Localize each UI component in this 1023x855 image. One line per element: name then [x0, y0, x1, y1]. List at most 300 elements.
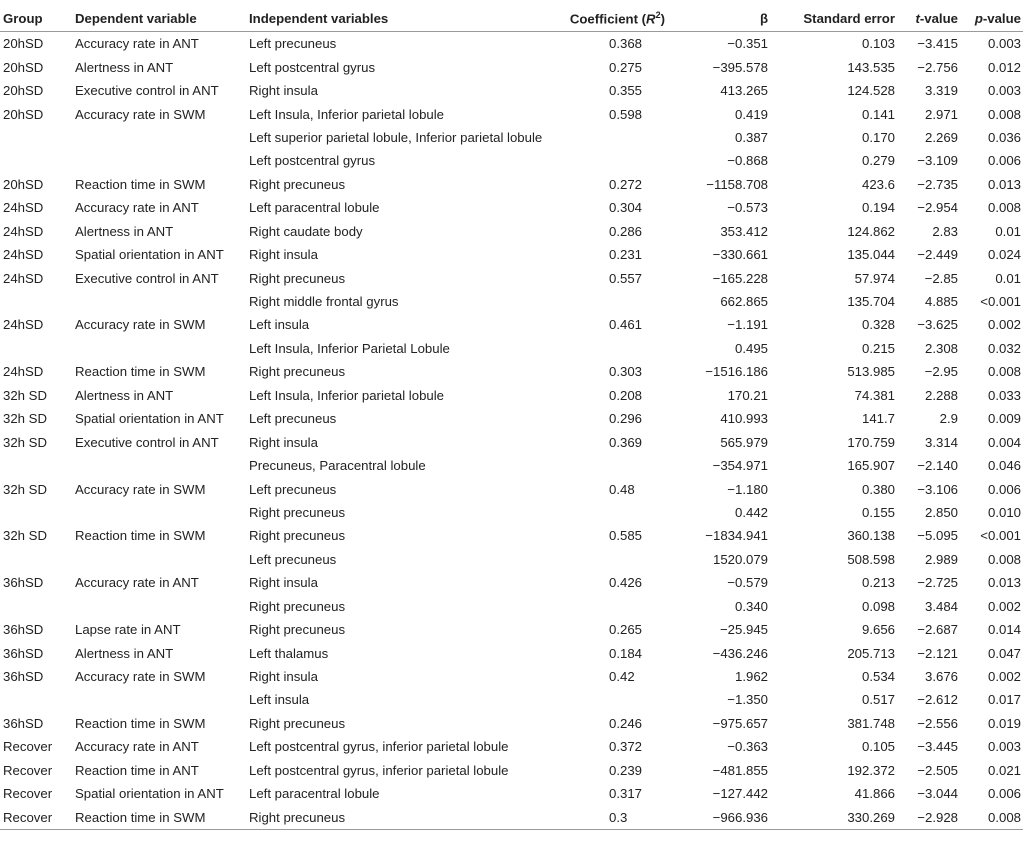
cell-beta: −436.246: [712, 645, 768, 661]
cell-coefficient: 0.3: [557, 805, 667, 829]
cell-standard-error: 0.279: [861, 153, 895, 169]
table-row: [0, 360, 1023, 383]
cell-coefficient: 0.304: [609, 200, 643, 216]
cell-t-value: −2.954: [917, 200, 958, 216]
cell-t-value: −2.735: [917, 176, 958, 192]
cell-group: 24hSD: [3, 200, 44, 216]
cell-standard-error: 0.098: [861, 598, 895, 614]
cell-dependent-variable: [75, 501, 249, 524]
cell-beta: −127.442: [712, 786, 768, 802]
cell-beta: 0.442: [734, 504, 768, 520]
cell-t-value: −2.85: [924, 270, 958, 286]
cell-p-value: <0.001: [980, 528, 1021, 544]
cell-p-value: 0.010: [987, 504, 1021, 520]
cell-dependent-variable: Alertness in ANT: [75, 645, 174, 661]
cell-p-value: 0.002: [987, 598, 1021, 614]
cell-coefficient: [557, 548, 667, 571]
cell-dependent-variable: Accuracy rate in SWM: [75, 317, 206, 333]
table-row: [0, 126, 1023, 149]
cell-dependent-variable: Lapse rate in ANT: [75, 622, 181, 638]
cell-beta: 1.962: [734, 669, 768, 685]
cell-p-value: 0.013: [987, 575, 1021, 591]
cell-p-value: <0.001: [980, 294, 1021, 310]
cell-p-value: 0.004: [987, 434, 1021, 450]
cell-coefficient: 0.246: [609, 715, 643, 731]
cell-coefficient: 0.42: [609, 669, 635, 685]
table-row: [0, 55, 1023, 78]
cell-group: 36hSD: [3, 645, 44, 661]
cell-independent-variables: Left paracentral lobule: [249, 786, 380, 802]
table-row: [0, 688, 1023, 711]
cell-independent-variables: Right precuneus: [249, 805, 557, 829]
cell-dependent-variable: Executive control in ANT: [75, 83, 219, 99]
cell-group: 20hSD: [3, 106, 44, 122]
cell-dependent-variable: Accuracy rate in ANT: [75, 739, 199, 755]
cell-p-value: 0.006: [987, 153, 1021, 169]
cell-beta: −481.855: [712, 762, 768, 778]
cell-dependent-variable: Spatial orientation in ANT: [75, 247, 224, 263]
cell-beta: 1520.079: [712, 551, 768, 567]
cell-p-value: 0.008: [987, 106, 1021, 122]
header-t-var: t: [915, 11, 920, 26]
cell-dependent-variable: Accuracy rate in ANT: [75, 200, 199, 216]
cell-standard-error: 0.380: [861, 481, 895, 497]
cell-standard-error: 508.598: [847, 551, 895, 567]
cell-p-value: 0.008: [987, 200, 1021, 216]
cell-group: 32h SD: [3, 411, 47, 427]
cell-group: [0, 501, 75, 524]
cell-p-value: 0.013: [987, 176, 1021, 192]
cell-t-value: 2.308: [924, 340, 958, 356]
cell-coefficient: 0.355: [609, 83, 643, 99]
table-row: [0, 149, 1023, 172]
header-t-suffix: -value: [919, 11, 958, 26]
cell-dependent-variable: Spatial orientation in ANT: [75, 411, 224, 427]
cell-coefficient: [557, 290, 667, 313]
cell-p-value: 0.006: [987, 786, 1021, 802]
table-row: [0, 759, 1023, 782]
cell-beta: 565.979: [720, 434, 768, 450]
cell-independent-variables: Right insula: [249, 247, 318, 263]
cell-p-value: 0.003: [987, 83, 1021, 99]
cell-dependent-variable: Alertness in ANT: [75, 223, 174, 239]
header-coefficient-prefix: Coefficient (: [569, 11, 647, 27]
cell-beta: 413.265: [720, 83, 768, 99]
cell-coefficient: [557, 595, 667, 618]
cell-dependent-variable: Accuracy rate in SWM: [75, 106, 206, 122]
cell-standard-error: 513.985: [847, 364, 895, 380]
table-row: [0, 384, 1023, 407]
cell-p-value: 0.002: [987, 669, 1021, 685]
cell-t-value: 2.971: [924, 106, 958, 122]
cell-dependent-variable: [75, 290, 249, 313]
table-row: [0, 735, 1023, 758]
cell-t-value: 2.288: [924, 387, 958, 403]
table-row: [0, 337, 1023, 360]
cell-group: [0, 454, 75, 477]
cell-independent-variables: Right precuneus: [249, 715, 346, 731]
cell-beta: −25.945: [719, 622, 768, 638]
cell-coefficient: 0.585: [609, 528, 643, 544]
header-coefficient: [557, 6, 667, 32]
cell-beta: −354.971: [712, 458, 768, 474]
cell-t-value: 4.885: [924, 294, 958, 310]
cell-standard-error: 141.7: [861, 411, 895, 427]
table-row: [0, 548, 1023, 571]
cell-beta: −1.191: [727, 317, 768, 333]
cell-p-value: 0.008: [958, 805, 1023, 829]
cell-independent-variables: Left postcentral gyrus, inferior parietal lobule: [249, 739, 509, 755]
cell-coefficient: 0.296: [609, 411, 643, 427]
cell-independent-variables: Left Insula, Inferior parietal lobule: [249, 106, 444, 122]
cell-beta: 353.412: [720, 223, 768, 239]
cell-standard-error: 0.155: [861, 504, 895, 520]
cell-coefficient: 0.275: [609, 59, 643, 75]
cell-standard-error: 170.759: [847, 434, 895, 450]
cell-group: 36hSD: [3, 622, 44, 638]
table-row: [0, 102, 1023, 125]
cell-standard-error: 9.656: [861, 622, 895, 638]
cell-coefficient: 0.231: [609, 247, 643, 263]
table-row: [0, 266, 1023, 289]
cell-group: 24hSD: [3, 270, 44, 286]
cell-group: Recover: [0, 805, 75, 829]
table-row: [0, 196, 1023, 219]
cell-beta: −330.661: [712, 247, 768, 263]
cell-dependent-variable: Reaction time in SWM: [75, 176, 206, 192]
cell-standard-error: 205.713: [847, 645, 895, 661]
cell-independent-variables: Left precuneus: [249, 411, 337, 427]
cell-p-value: 0.01: [995, 270, 1021, 286]
cell-t-value: −2.687: [917, 622, 958, 638]
cell-independent-variables: Right precuneus: [249, 270, 346, 286]
header-row: [0, 6, 1023, 32]
cell-group: 32h SD: [3, 481, 47, 497]
cell-beta: −0.363: [727, 739, 768, 755]
cell-standard-error: 0.194: [861, 200, 895, 216]
header-independent-variables: Independent variables: [249, 6, 557, 32]
cell-dependent-variable: Executive control in ANT: [75, 270, 219, 286]
cell-t-value: −2.95: [924, 364, 958, 380]
cell-beta: 0.340: [734, 598, 768, 614]
cell-group: 20hSD: [3, 59, 44, 75]
cell-independent-variables: Left precuneus: [249, 36, 337, 52]
cell-group: 20hSD: [3, 36, 44, 52]
cell-t-value: −2.556: [917, 715, 958, 731]
cell-group: [0, 290, 75, 313]
cell-t-value: 2.83: [932, 223, 958, 239]
cell-group: 24hSD: [3, 364, 44, 380]
cell-standard-error: 0.170: [861, 129, 895, 145]
cell-standard-error: 135.044: [847, 247, 895, 263]
cell-group: [0, 149, 75, 172]
table-row: [0, 641, 1023, 664]
cell-standard-error: 41.866: [854, 786, 895, 802]
table-row: [0, 243, 1023, 266]
table-row: [0, 290, 1023, 313]
cell-t-value: −2.140: [917, 458, 958, 474]
cell-standard-error: 192.372: [847, 762, 895, 778]
cell-dependent-variable: [75, 337, 249, 360]
cell-coefficient: 0.598: [609, 106, 643, 122]
cell-independent-variables: Right precuneus: [249, 598, 346, 614]
table-row: [0, 407, 1023, 430]
cell-coefficient: [557, 337, 667, 360]
cell-independent-variables: Right middle frontal gyrus: [249, 294, 399, 310]
header-p-suffix: -value: [982, 11, 1021, 26]
cell-t-value: −3.445: [917, 739, 958, 755]
cell-coefficient: 0.369: [609, 434, 643, 450]
cell-independent-variables: Left postcentral gyrus: [249, 153, 376, 169]
cell-standard-error: 0.517: [861, 692, 895, 708]
cell-standard-error: 423.6: [861, 176, 895, 192]
header-coefficient-sup: 2: [655, 10, 661, 21]
cell-coefficient: 0.208: [609, 387, 643, 403]
cell-group: 32h SD: [3, 528, 47, 544]
cell-independent-variables: Left insula: [249, 692, 310, 708]
cell-coefficient: 0.184: [609, 645, 643, 661]
cell-standard-error: 381.748: [847, 715, 895, 731]
cell-group: 24hSD: [3, 223, 44, 239]
cell-independent-variables: Left Insula, Inferior Parietal Lobule: [249, 340, 450, 356]
cell-group: 24hSD: [3, 247, 44, 263]
cell-coefficient: 0.317: [609, 786, 643, 802]
table-row: [0, 313, 1023, 336]
cell-independent-variables: Left insula: [249, 317, 310, 333]
header-standard-error: Standard error: [768, 6, 895, 32]
cell-coefficient: [557, 454, 667, 477]
cell-dependent-variable: Accuracy rate in ANT: [75, 575, 199, 591]
cell-p-value: 0.017: [987, 692, 1021, 708]
cell-t-value: −2.612: [917, 692, 958, 708]
cell-p-value: 0.008: [987, 551, 1021, 567]
cell-independent-variables: Left precuneus: [249, 551, 337, 567]
cell-beta: −0.351: [727, 36, 768, 52]
cell-p-value: 0.002: [987, 317, 1021, 333]
cell-standard-error: 0.328: [861, 317, 895, 333]
cell-independent-variables: Left paracentral lobule: [249, 200, 380, 216]
table-row: [0, 805, 1023, 829]
cell-standard-error: 360.138: [847, 528, 895, 544]
cell-standard-error: 0.141: [861, 106, 895, 122]
cell-beta: −1.350: [727, 692, 768, 708]
cell-beta: −0.573: [727, 200, 768, 216]
table-header: [0, 6, 1023, 32]
table-row: [0, 712, 1023, 735]
table-row: [0, 454, 1023, 477]
cell-group: [0, 126, 75, 149]
cell-beta: −1834.941: [705, 528, 768, 544]
cell-standard-error: 57.974: [854, 270, 895, 286]
cell-beta: 0.419: [734, 106, 768, 122]
cell-beta: −1516.186: [705, 364, 768, 380]
cell-t-value: 3.676: [924, 669, 958, 685]
cell-p-value: 0.036: [987, 129, 1021, 145]
cell-independent-variables: Right insula: [249, 575, 318, 591]
cell-t-value: −2.928: [895, 805, 958, 829]
cell-independent-variables: Left precuneus: [249, 481, 337, 497]
cell-dependent-variable: Reaction time in SWM: [75, 528, 206, 544]
cell-t-value: −2.756: [917, 59, 958, 75]
header-group: Group: [0, 6, 75, 32]
cell-beta: 0.495: [734, 340, 768, 356]
cell-dependent-variable: Spatial orientation in ANT: [75, 786, 224, 802]
cell-dependent-variable: Accuracy rate in SWM: [75, 669, 206, 685]
cell-independent-variables: Left Insula, Inferior parietal lobule: [249, 387, 444, 403]
cell-dependent-variable: Alertness in ANT: [75, 387, 174, 403]
header-t-value: [895, 6, 958, 32]
cell-independent-variables: Precuneus, Paracentral lobule: [249, 458, 426, 474]
cell-coefficient: 0.265: [609, 622, 643, 638]
cell-standard-error: 0.105: [861, 739, 895, 755]
cell-t-value: −5.095: [917, 528, 958, 544]
cell-standard-error: 165.907: [847, 458, 895, 474]
cell-dependent-variable: Alertness in ANT: [75, 59, 174, 75]
cell-independent-variables: Right insula: [249, 83, 318, 99]
cell-coefficient: [557, 126, 667, 149]
cell-independent-variables: Left superior parietal lobule, Inferior parietal lobule: [249, 129, 543, 145]
table-row: [0, 595, 1023, 618]
header-dependent-variable: Dependent variable: [75, 6, 249, 32]
cell-t-value: 3.314: [924, 434, 958, 450]
header-beta: β: [667, 6, 768, 32]
cell-dependent-variable: [75, 595, 249, 618]
table-row: [0, 220, 1023, 243]
cell-beta: −395.578: [712, 59, 768, 75]
cell-independent-variables: Left thalamus: [249, 645, 329, 661]
cell-beta: 410.993: [720, 411, 768, 427]
cell-group: Recover: [3, 786, 53, 802]
cell-standard-error: 135.704: [847, 294, 895, 310]
cell-independent-variables: Right precuneus: [249, 504, 346, 520]
cell-p-value: 0.01: [995, 223, 1021, 239]
cell-beta: 170.21: [727, 387, 768, 403]
cell-t-value: 2.989: [924, 551, 958, 567]
cell-coefficient: [557, 149, 667, 172]
cell-p-value: 0.019: [987, 715, 1021, 731]
cell-dependent-variable: Accuracy rate in ANT: [75, 36, 199, 52]
cell-dependent-variable: Accuracy rate in SWM: [75, 481, 206, 497]
cell-standard-error: 74.381: [854, 387, 895, 403]
cell-t-value: −3.625: [917, 317, 958, 333]
cell-p-value: 0.032: [987, 340, 1021, 356]
cell-p-value: 0.047: [987, 645, 1021, 661]
table-row: [0, 618, 1023, 641]
cell-t-value: −2.725: [917, 575, 958, 591]
cell-t-value: −2.505: [917, 762, 958, 778]
cell-coefficient: 0.48: [609, 481, 635, 497]
cell-coefficient: 0.372: [609, 739, 643, 755]
table-row: [0, 782, 1023, 805]
cell-dependent-variable: Reaction time in SWM: [75, 715, 206, 731]
cell-beta: −975.657: [712, 715, 768, 731]
table-row: [0, 524, 1023, 547]
cell-dependent-variable: [75, 149, 249, 172]
cell-group: [0, 548, 75, 571]
table-row: [0, 430, 1023, 453]
cell-standard-error: 124.528: [847, 83, 895, 99]
cell-p-value: 0.021: [987, 762, 1021, 778]
cell-coefficient: 0.303: [609, 364, 643, 380]
table-row: [0, 665, 1023, 688]
cell-dependent-variable: [75, 126, 249, 149]
cell-t-value: 2.269: [924, 129, 958, 145]
cell-group: 36hSD: [3, 715, 44, 731]
cell-group: Recover: [3, 739, 53, 755]
cell-group: 24hSD: [3, 317, 44, 333]
cell-p-value: 0.046: [987, 458, 1021, 474]
cell-beta: −1.180: [727, 481, 768, 497]
header-coefficient-suffix: ): [660, 11, 665, 27]
cell-dependent-variable: Reaction time in ANT: [75, 762, 199, 778]
cell-group: 32h SD: [3, 387, 47, 403]
table-body: [0, 32, 1023, 830]
cell-p-value: 0.006: [987, 481, 1021, 497]
cell-coefficient: 0.368: [609, 36, 643, 52]
cell-beta: 662.865: [720, 294, 768, 310]
cell-dependent-variable: Executive control in ANT: [75, 434, 219, 450]
cell-group: 20hSD: [3, 176, 44, 192]
cell-coefficient: 0.426: [609, 575, 643, 591]
cell-t-value: −3.044: [917, 786, 958, 802]
cell-standard-error: 0.213: [861, 575, 895, 591]
cell-beta: −966.936: [667, 805, 768, 829]
table-row: [0, 501, 1023, 524]
cell-t-value: −3.415: [917, 36, 958, 52]
cell-dependent-variable: [75, 688, 249, 711]
cell-standard-error: 143.535: [847, 59, 895, 75]
cell-independent-variables: Left postcentral gyrus: [249, 59, 376, 75]
cell-standard-error: 0.215: [861, 340, 895, 356]
cell-group: Recover: [3, 762, 53, 778]
cell-independent-variables: Right insula: [249, 434, 318, 450]
cell-coefficient: 0.557: [609, 270, 643, 286]
table-row: [0, 477, 1023, 500]
cell-beta: −0.579: [727, 575, 768, 591]
cell-t-value: 3.484: [924, 598, 958, 614]
cell-beta: 0.387: [734, 129, 768, 145]
cell-independent-variables: Right caudate body: [249, 223, 363, 239]
cell-p-value: 0.008: [987, 364, 1021, 380]
header-coefficient-var: R: [646, 11, 656, 27]
cell-beta: −0.868: [727, 153, 768, 169]
cell-dependent-variable: Reaction time in SWM: [75, 805, 249, 829]
cell-independent-variables: Right insula: [249, 669, 318, 685]
cell-group: 36hSD: [3, 669, 44, 685]
cell-p-value: 0.012: [987, 59, 1021, 75]
cell-t-value: −2.121: [917, 645, 958, 661]
cell-standard-error: 0.534: [861, 669, 895, 685]
cell-beta: −165.228: [712, 270, 768, 286]
cell-independent-variables: Right precuneus: [249, 528, 346, 544]
header-p-var: p: [974, 11, 983, 26]
cell-coefficient: 0.272: [609, 176, 643, 192]
table-row: [0, 173, 1023, 196]
cell-p-value: 0.024: [987, 247, 1021, 263]
cell-p-value: 0.033: [987, 387, 1021, 403]
cell-coefficient: 0.286: [609, 223, 643, 239]
cell-group: 32h SD: [3, 434, 47, 450]
cell-group: [0, 688, 75, 711]
cell-group: [0, 595, 75, 618]
table-row: [0, 571, 1023, 594]
header-p-value: [958, 6, 1023, 32]
cell-coefficient: [557, 501, 667, 524]
cell-t-value: −2.449: [917, 247, 958, 263]
cell-group: 36hSD: [3, 575, 44, 591]
cell-standard-error: 0.103: [861, 36, 895, 52]
cell-independent-variables: Right precuneus: [249, 176, 346, 192]
